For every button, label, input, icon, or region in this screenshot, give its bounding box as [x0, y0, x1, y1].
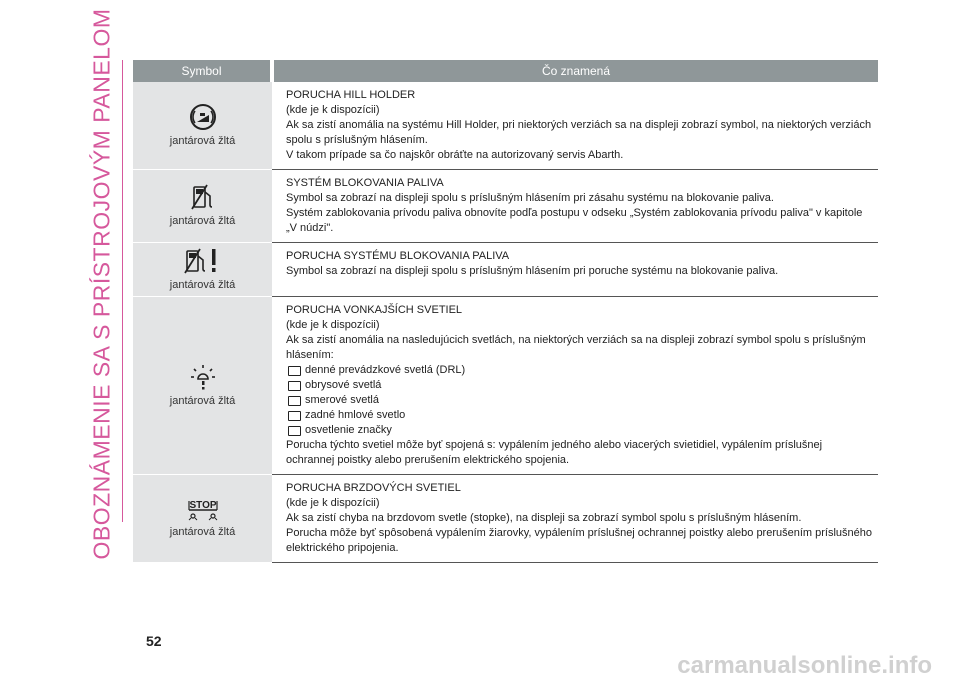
list-item-text: zadné hmlové svetlo — [305, 409, 406, 421]
symbol-cell — [133, 170, 272, 243]
bullet-icon — [288, 396, 301, 406]
page-number: 52 — [146, 633, 162, 649]
availability-note: (kde je k dispozícii) — [286, 497, 380, 509]
description-text: Ak sa zistí chyba na brzdovom svetle (stopke), na displeji sa zobrazí symbol spolu s príslušným hlásením. — [286, 512, 802, 524]
chapter-title-text: OBOZNÁMENIE SA S PRÍSTROJOVÝM PANELOM — [88, 7, 115, 560]
list-item-text: denné prevádzkové svetlá (DRL) — [305, 364, 466, 376]
description-text: Porucha môže byť spôsobená vypálením žiarovky, vypálením príslušnej ochrannej poistky alebo prerušením príslušného elektrického pripojenia. — [286, 527, 873, 554]
table-row — [133, 297, 878, 475]
symbol-cell — [133, 243, 272, 297]
meaning-cell — [272, 170, 878, 243]
availability-note: (kde je k dispozícii) — [286, 104, 380, 116]
bullet-icon — [288, 381, 301, 391]
list-item — [286, 363, 872, 378]
chapter-title — [86, 7, 118, 560]
bullet-icon — [288, 426, 301, 436]
warning-title: PORUCHA BRZDOVÝCH SVETIEL — [286, 482, 461, 494]
meaning-cell — [272, 82, 878, 170]
description-text: Ak sa zistí anomália na nasledujúcich svetlách, na niektorých verziách sa na displeji zobrazí symbol spolu s príslušným hlásením: — [286, 334, 866, 361]
warning-title: PORUCHA VONKAJŠÍCH SVETIEL — [286, 304, 463, 316]
symbol-color-label: jantárová žltá — [169, 525, 236, 538]
stop-text: STOP — [188, 499, 217, 511]
table-row — [133, 243, 878, 297]
warning-title: PORUCHA SYSTÉMU BLOKOVANIA PALIVA — [286, 250, 510, 262]
list-item-text: smerové svetlá — [305, 394, 379, 406]
list-item-text: obrysové svetlá — [305, 379, 382, 391]
bullet-icon — [288, 366, 301, 376]
hill-holder-icon — [189, 103, 217, 131]
symbol-color-label: jantárová žltá — [169, 134, 236, 147]
list-item — [286, 408, 872, 423]
description-text: Symbol sa zobrazí na displeji spolu s príslušným hlásením pri poruche systému na blokovanie paliva. — [286, 265, 779, 277]
warning-title: PORUCHA HILL HOLDER — [286, 89, 416, 101]
symbol-cell — [133, 82, 272, 170]
column-header-meaning: Čo znamená — [272, 60, 878, 82]
symbol-color-label: jantárová žltá — [169, 278, 236, 291]
list-item — [286, 393, 872, 408]
symbol-cell — [133, 475, 272, 563]
list-item-text: osvetlenie značky — [305, 424, 392, 436]
list-item — [286, 378, 872, 393]
symbol-color-label: jantárová žltá — [169, 215, 236, 227]
watermark: carmanualsonline.info — [677, 652, 932, 679]
fuel-cutoff-icon — [190, 183, 216, 211]
table-row — [133, 82, 878, 170]
symbol-color-label: jantárová žltá — [169, 394, 236, 407]
column-header-symbol: Symbol — [133, 60, 272, 82]
chapter-rule — [122, 60, 123, 522]
availability-note: (kde je k dispozícii) — [286, 319, 380, 331]
symbol-cell — [133, 297, 272, 475]
table-header-row — [133, 60, 878, 82]
warning-symbol-table — [133, 60, 878, 563]
description-text: V takom prípade sa čo najskôr obráťte na autorizovaný servis Abarth. — [286, 149, 624, 161]
description-text: Systém zablokovania prívodu paliva obnovíte podľa postupu v odseku „Systém zablokovania prívodu paliva" v kapitole „V núdzi". — [286, 207, 863, 234]
meaning-cell — [272, 475, 878, 563]
description-text: Ak sa zistí anomália na systému Hill Holder, pri niektorých verziách sa na displeji zobrazí symbol, na niektorých verziách spolu s príslušným hlásením. — [286, 119, 872, 146]
brake-lights-failure-icon — [183, 498, 223, 522]
fuel-cutoff-failure-icon — [183, 247, 223, 275]
meaning-cell — [272, 243, 878, 297]
bullet-icon — [288, 411, 301, 421]
list-item — [286, 423, 872, 438]
description-text: Symbol sa zobrazí na displeji spolu s príslušným hlásením pri zásahu systému na blokovanie paliva. — [286, 192, 774, 204]
meaning-cell — [272, 297, 878, 475]
table-row — [133, 170, 878, 243]
exterior-lights-failure-icon — [190, 363, 216, 391]
table-row — [133, 475, 878, 563]
warning-title: SYSTÉM BLOKOVANIA PALIVA — [286, 177, 444, 189]
description-text: Porucha týchto svetiel môže byť spojená s: vypálením jedného alebo viacerých svietidiel, vypálením príslušnej ochrannej poistky alebo prerušením elektrického spojenia. — [286, 439, 823, 466]
